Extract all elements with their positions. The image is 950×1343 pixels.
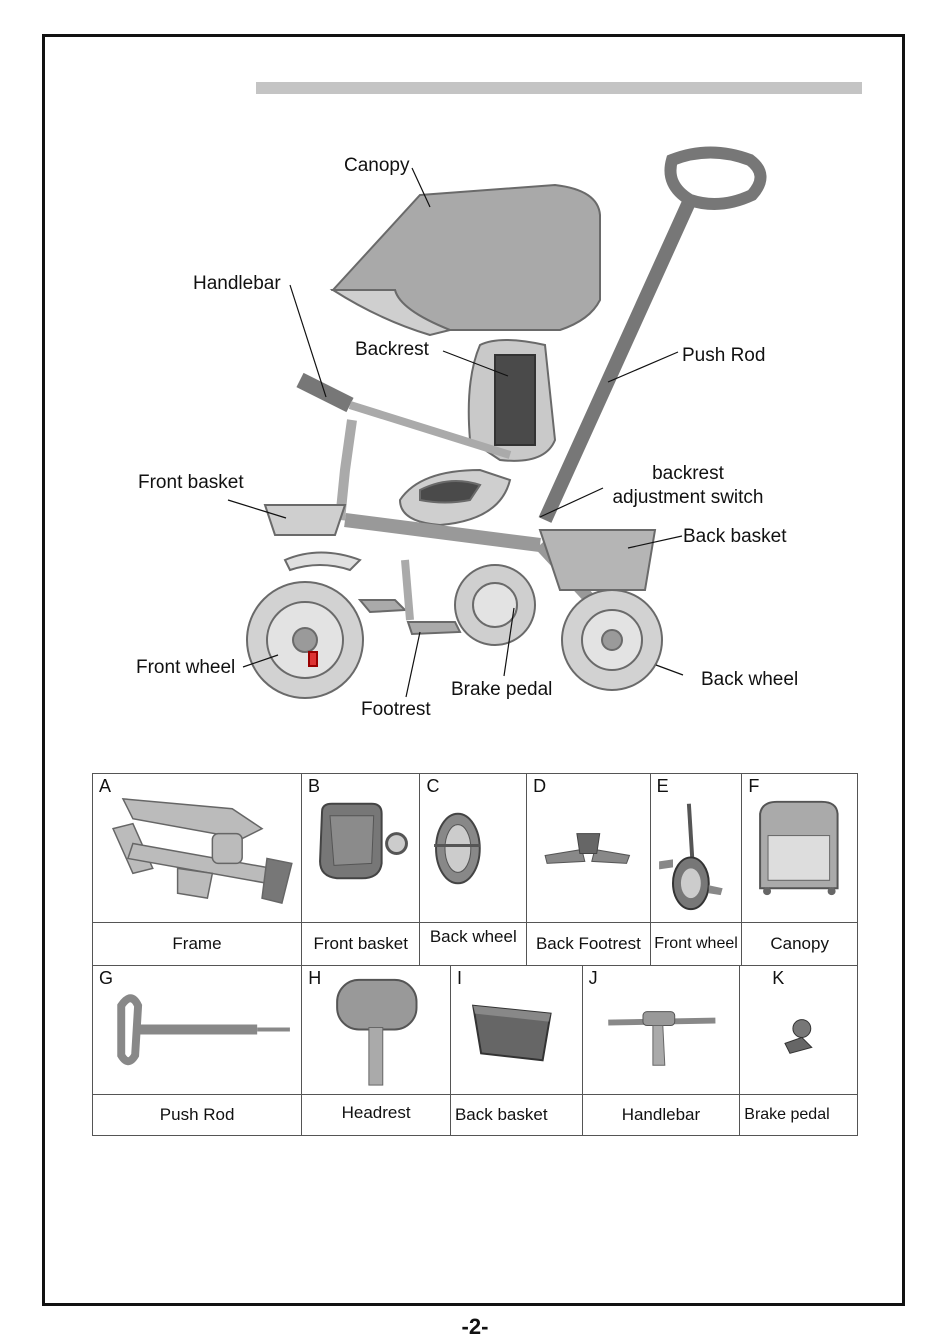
part-name-a: Frame [93, 923, 302, 966]
frame-icon [93, 774, 301, 922]
label-footrest: Footrest [361, 699, 431, 720]
part-name-g: Push Rod [93, 1095, 302, 1136]
part-name-f: Canopy [742, 923, 858, 966]
parts-table-row1 [92, 773, 858, 966]
part-letter: H [308, 968, 322, 988]
handlebar-icon [583, 966, 740, 1094]
canopy-icon [742, 774, 857, 922]
part-name-e: Front wheel [650, 923, 742, 966]
part-cell-j [582, 966, 740, 1095]
label-front-basket: Front basket [138, 472, 244, 493]
part-letter: C [426, 776, 440, 796]
label-handlebar: Handlebar [193, 273, 281, 294]
label-backrest: Backrest [355, 339, 429, 360]
part-cell-e [650, 774, 742, 923]
front-basket-shape [265, 505, 345, 535]
label-backrest-switch-line1: backrest [652, 463, 724, 484]
part-name-d: Back Footrest [527, 923, 651, 966]
part-letter: E [656, 776, 669, 796]
back-footrest-icon [527, 774, 650, 922]
part-letter: A [99, 776, 112, 796]
part-cell-b [301, 774, 420, 923]
back-wheel-icon [420, 774, 526, 922]
label-back-basket: Back basket [683, 526, 787, 547]
part-name-k: Brake pedal [740, 1095, 858, 1136]
part-letter: K [772, 968, 785, 988]
front-wheel-icon [651, 774, 742, 922]
part-cell-h [302, 966, 451, 1095]
label-front-wheel: Front wheel [136, 657, 236, 678]
label-back-wheel: Back wheel [701, 669, 799, 690]
part-letter: I [456, 968, 462, 988]
part-letter: F [748, 776, 760, 796]
footrest-shape [360, 600, 405, 612]
label-push-rod: Push Rod [682, 345, 766, 366]
part-cell-f [742, 774, 858, 923]
label-backrest-switch-line2: adjustment switch [612, 487, 764, 508]
front-basket-icon [302, 774, 420, 922]
brake-pedal-icon [740, 966, 857, 1094]
back-basket-shape [540, 530, 655, 590]
label-canopy: Canopy [344, 155, 410, 176]
label-brake-pedal: Brake pedal [451, 679, 553, 700]
part-cell-d [527, 774, 651, 923]
label-backrest-adjustment-switch [598, 463, 778, 509]
part-cell-a [93, 774, 302, 923]
part-letter: D [533, 776, 547, 796]
part-name-c: Back wheel [420, 923, 527, 966]
part-cell-g [93, 966, 302, 1095]
part-letter: B [307, 776, 320, 796]
headrest-icon [302, 966, 450, 1094]
part-cell-c [420, 774, 527, 923]
part-letter: J [588, 968, 598, 988]
parts-table-row2 [92, 965, 858, 1136]
back-basket-icon [451, 966, 582, 1094]
part-letter: G [99, 968, 114, 988]
page-number: -2- [461, 1314, 489, 1339]
part-cell-i [450, 966, 582, 1095]
push-rod-icon [93, 966, 301, 1094]
part-cell-k [740, 966, 858, 1095]
part-name-h: Headrest [302, 1095, 451, 1136]
part-name-b: Front basket [301, 923, 420, 966]
part-name-j: Handlebar [582, 1095, 740, 1136]
part-name-i: Back basket [450, 1095, 582, 1136]
